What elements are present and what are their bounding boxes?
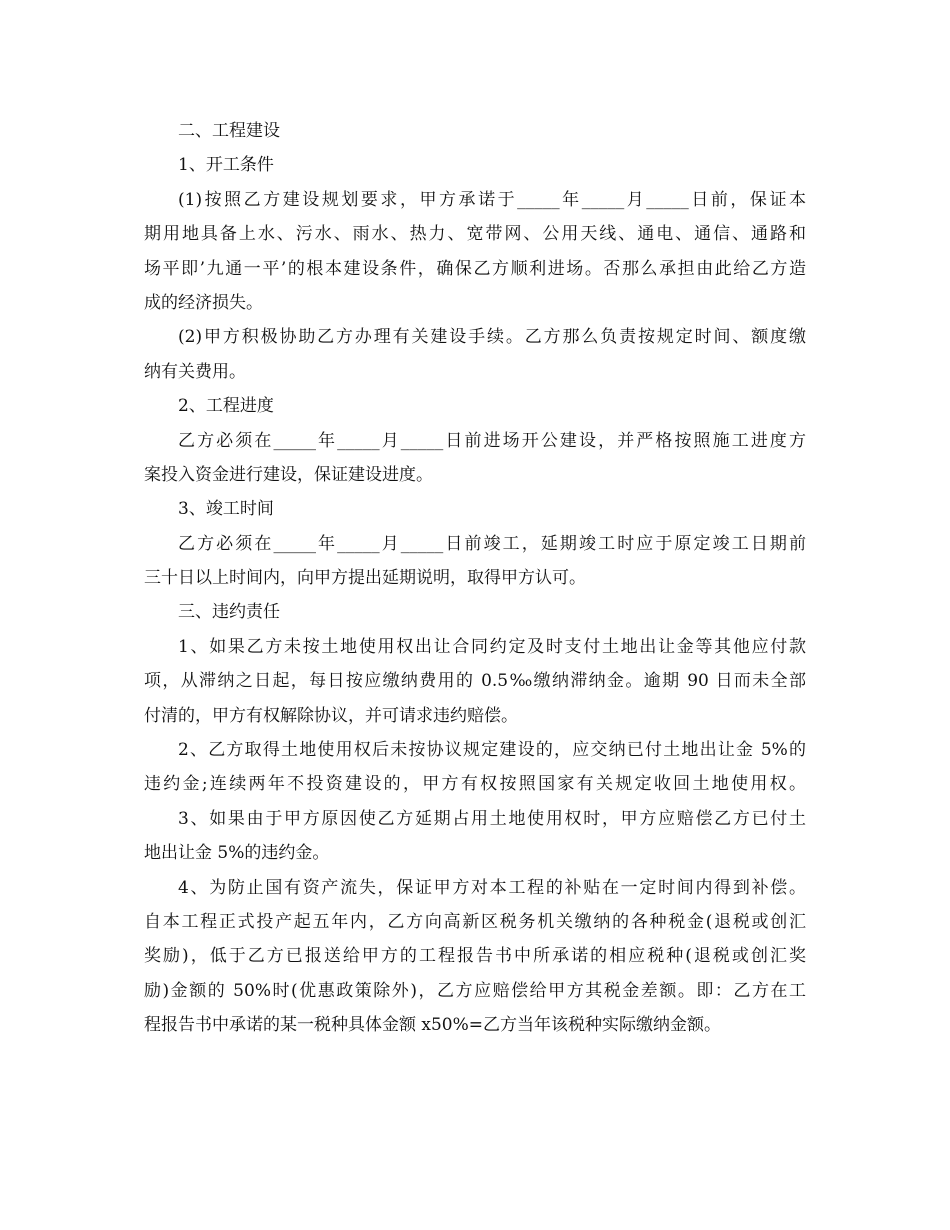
paragraph-line: 乙方必须在_____年_____月_____日前进场开公建设，并严格按照施工进度方 — [178, 430, 806, 451]
paragraph-line: 期用地具备上水、污水、雨水、热力、宽带网、公用天线、通电、通信、通路和 — [144, 224, 806, 245]
paragraph-line: 乙方必须在_____年_____月_____日前竣工，延期竣工时应于原定竣工日期前 — [178, 533, 806, 554]
paragraph-line: 4、为防止国有资产流失，保证甲方对本工程的补贴在一定时间内得到补偿。 — [178, 877, 806, 898]
paragraph-line: (1)按照乙方建设规划要求，甲方承诺于_____年_____月_____日前，保证本 — [178, 189, 806, 210]
subsection-heading: 2、工程进度 — [178, 396, 274, 417]
document-body — [144, 114, 806, 1043]
paragraph-line: 程报告书中承诺的某一税种具体金额 x50%=乙方当年该税种实际缴纳金额。 — [144, 1015, 722, 1036]
paragraph-line: 项，从滞纳之日起，每日按应缴纳费用的 0.5‰缴纳滞纳金。逾期 90 日而未全部 — [144, 671, 806, 692]
paragraph-line: 自本工程正式投产起五年内，乙方向高新区税务机关缴纳的各种税金(退税或创汇 — [144, 911, 806, 932]
paragraph-line: 场平即’九通一平’的根本建设条件，确保乙方顺利进场。否那么承担由此给乙方造 — [144, 258, 806, 279]
paragraph-line: 3、如果由于甲方原因使乙方延期占用土地使用权时，甲方应赔偿乙方已付土 — [178, 808, 806, 829]
paragraph-line: 1、如果乙方未按土地使用权出让合同约定及时支付土地出让金等其他应付款 — [178, 636, 806, 657]
subsection-heading: 1、开工条件 — [178, 155, 274, 176]
paragraph-line: 付清的，甲方有权解除协议，并可请求违约赔偿。 — [144, 705, 518, 726]
paragraph-line: 地出让金 5%的违约金。 — [144, 843, 330, 864]
paragraph-line: (2)甲方积极协助乙方办理有关建设手续。乙方那么负责按规定时间、额度缴 — [178, 327, 806, 348]
subsection-heading: 3、竣工时间 — [178, 499, 274, 520]
paragraph-line: 奖励)，低于乙方已报送给甲方的工程报告书中所承诺的相应税种(退税或创汇奖 — [144, 946, 806, 967]
paragraph-line: 违约金;连续两年不投资建设的，甲方有权按照国家有关规定收回土地使用权。 — [144, 774, 806, 795]
paragraph-line: 纳有关费用。 — [144, 361, 246, 382]
paragraph-line: 2、乙方取得土地使用权后未按协议规定建设的，应交纳已付土地出让金 5%的 — [178, 740, 806, 761]
section-heading: 三、违约责任 — [178, 602, 280, 623]
section-heading: 二、工程建设 — [178, 121, 280, 141]
paragraph-line: 励)金额的 50%时(优惠政策除外)，乙方应赔偿给甲方其税金差额。即：乙方在工 — [144, 980, 806, 1001]
paragraph-line: 三十日以上时间内，向甲方提出延期说明，取得甲方认可。 — [144, 568, 586, 589]
paragraph-line: 案投入资金进行建设，保证建设进度。 — [144, 464, 433, 485]
paragraph-line: 成的经济损失。 — [144, 292, 263, 313]
